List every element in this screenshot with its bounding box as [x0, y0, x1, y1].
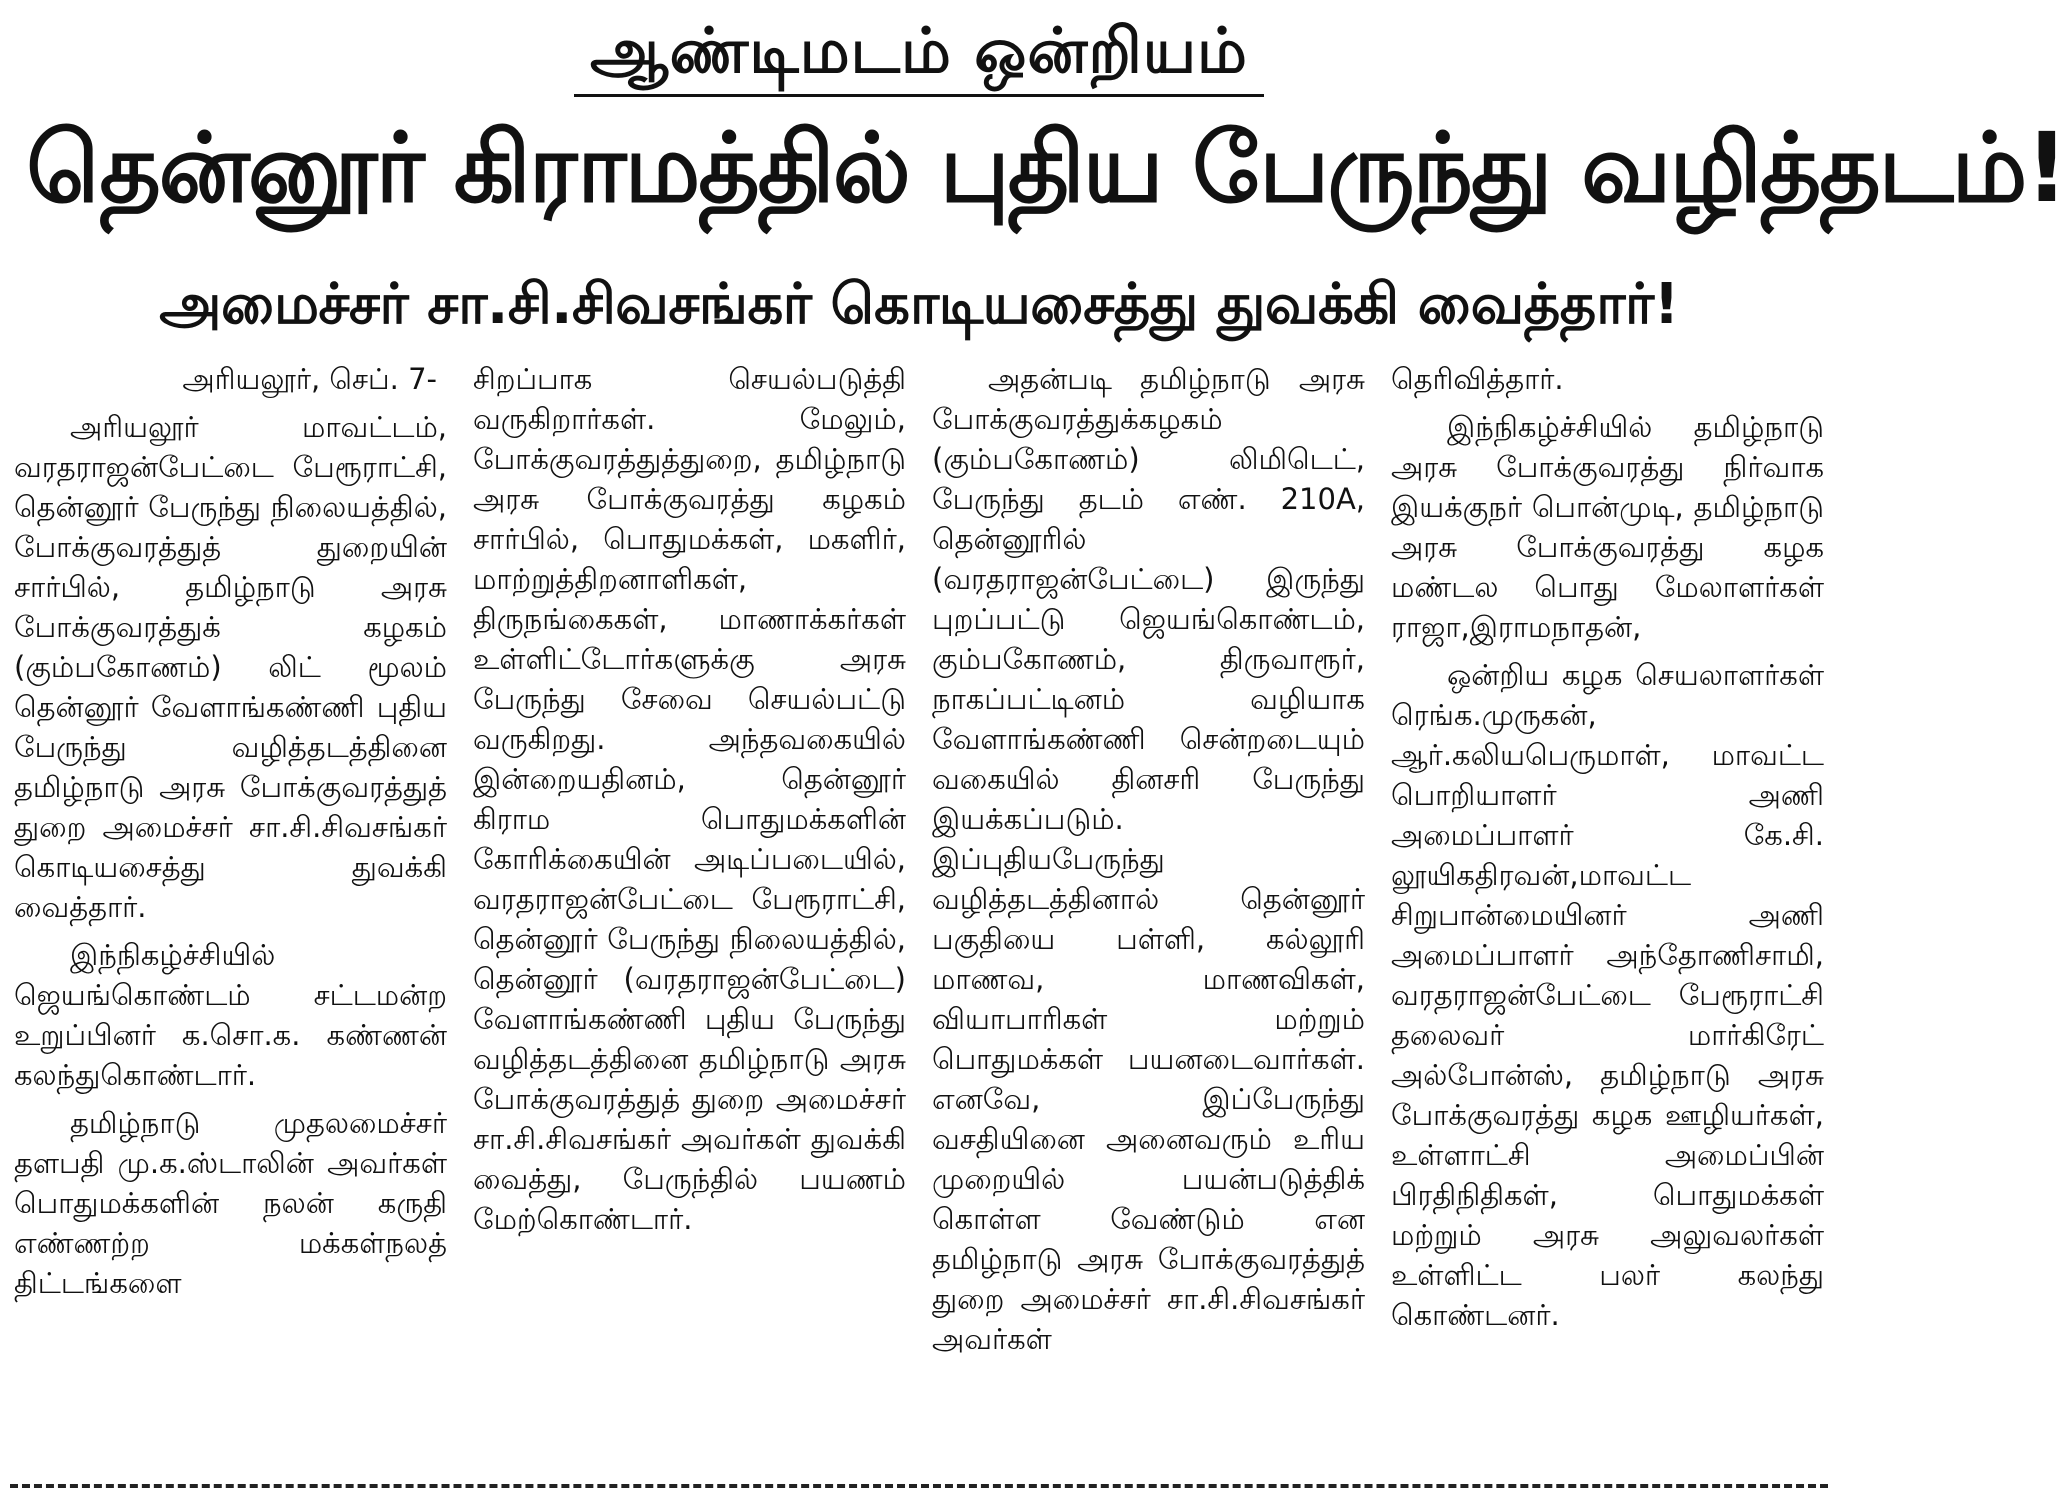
article-column-3 [932, 359, 1365, 1367]
headline: தென்னூர் கிராமத்தில் புதிய பேருந்து வழித்தடம்! [26, 112, 2066, 224]
article-column-4 [1391, 359, 1824, 1367]
article-paragraph: இந்நிகழ்ச்சியில் ஜெயங்கொண்டம் சட்டமன்ற உறுப்பினர் க.சொ.க. கண்ணன் கலந்துகொண்டார். [14, 938, 447, 1092]
article-paragraph: அரியலூர் மாவட்டம், வரதராஜன்பேட்டை பேரூராட்சி, தென்னூர் பேருந்து நிலையத்தில், போக்குவரத்துத் துறையின் சார்பில், தமிழ்நாடு அரசு போக்குவரத்துக் கழகம் (கும்பகோணம்) லிட் மூலம் தென்னூர் வேளாங்கண்ணி புதிய பேருந்து வழித்தடத்தினை தமிழ்நாடு அரசு போக்குவரத்துத் துறை அமைச்சர் சா.சி.சிவசங்கர் கொடியசைத்து துவக்கி வைத்தார். [14, 410, 447, 924]
article-paragraph: ஒன்றிய கழக செயலாளர்கள் ரெங்க.முருகன், ஆர்.கலியபெருமாள், மாவட்ட பொறியாளர் அணி அமைப்பாளர் கே.சி. லூயிகதிரவன்,மாவட்ட சிறுபான்மையினர் அணி அமைப்பாளர் அந்தோணிசாமி, வரதராஜன்பேட்டை பேரூராட்சி தலைவர் மார்கிரேட் அல்போன்ஸ், தமிழ்நாடு அரசு போக்குவரத்து கழக ஊழியர்கள், உள்ளாட்சி அமைப்பின் பிரதிநிதிகள், பொதுமக்கள் மற்றும் அரசு அலுவலர்கள் உள்ளிட்ட பலர் கலந்து கொண்டனர். [1391, 658, 1824, 1332]
article-column-2 [473, 359, 906, 1367]
dateline: அரியலூர், செப். 7- [182, 362, 437, 396]
newspaper-clipping [0, 12, 2066, 1498]
article-paragraph: சிறப்பாக செயல்படுத்தி வருகிறார்கள். மேலும், போக்குவரத்துத்துறை, தமிழ்நாடு அரசு போக்குவரத்து கழகம் சார்பில், பொதுமக்கள், மகளிர், மாற்றுத்திறனாளிகள், திருநங்கைகள், மாணாக்கர்கள் உள்ளிட்டோர்களுக்கு அரசு பேருந்து சேவை செயல்பட்டு வருகிறது. அந்தவகையில் இன்றையதினம், தென்னூர் கிராம பொதுமக்களின் கோரிக்கையின் அடிப்படையில், வரதராஜன்பேட்டை பேரூராட்சி, தென்னூர் பேருந்து நிலையத்தில், தென்னூர் (வரதராஜன்பேட்டை) வேளாங்கண்ணி புதிய பேருந்து வழித்தடத்தினை தமிழ்நாடு அரசு போக்குவரத்துத் துறை அமைச்சர் சா.சி.சிவசங்கர் அவர்கள் துவக்கி வைத்து, பேருந்தில் பயணம் மேற்கொண்டார். [473, 362, 906, 1236]
article-paragraph: அதன்படி தமிழ்நாடு அரசு போக்குவரத்துக்கழகம் (கும்பகோணம்) லிமிடெட், பேருந்து தடம் எண். 210A, தென்னூரில் (வரதராஜன்பேட்டை) இருந்து புறப்பட்டு ஜெயங்கொண்டம், கும்பகோணம், திருவாரூர், நாகப்பட்டினம் வழியாக வேளாங்கண்ணி சென்றடையும் வகையில் தினசரி பேருந்து இயக்கப்படும். இப்புதியபேருந்து வழித்தடத்தினால் தென்னூர் பகுதியை பள்ளி, கல்லூரி மாணவ, மாணவிகள், வியாபாரிகள் மற்றும் பொதுமக்கள் பயனடைவார்கள். எனவே, இப்பேருந்து வசதியினை அனைவரும் உரிய முறையில் பயன்படுத்திக் கொள்ள வேண்டும் என தமிழ்நாடு அரசு போக்குவரத்துத் துறை அமைச்சர் சா.சி.சிவசங்கர் அவர்கள் [932, 362, 1365, 1356]
subheadline: அமைச்சர் சா.சி.சிவசங்கர் கொடியசைத்து துவக்கி வைத்தார்! [159, 272, 1679, 337]
kicker-underline [574, 94, 1264, 97]
article-column-1 [14, 359, 447, 1367]
article-continuation: தெரிவித்தார். [1391, 362, 1564, 396]
dashed-divider [10, 1484, 1828, 1488]
kicker: ஆண்டிமடம் ஒன்றியம் [590, 14, 1248, 87]
article-body [8, 359, 1830, 1367]
article-paragraph: தமிழ்நாடு முதலமைச்சர் தளபதி மு.க.ஸ்டாலின் அவர்கள் பொதுமக்களின் நலன் கருதி எண்ணற்ற மக்கள்நலத் திட்டங்களை [14, 1106, 447, 1300]
article-paragraph: இந்நிகழ்ச்சியில் தமிழ்நாடு அரசு போக்குவரத்து நிர்வாக இயக்குநர் பொன்முடி, தமிழ்நாடு அரசு போக்குவரத்து கழக மண்டல பொது மேலாளர்கள் ராஜா,இராமநாதன், [1391, 410, 1824, 644]
